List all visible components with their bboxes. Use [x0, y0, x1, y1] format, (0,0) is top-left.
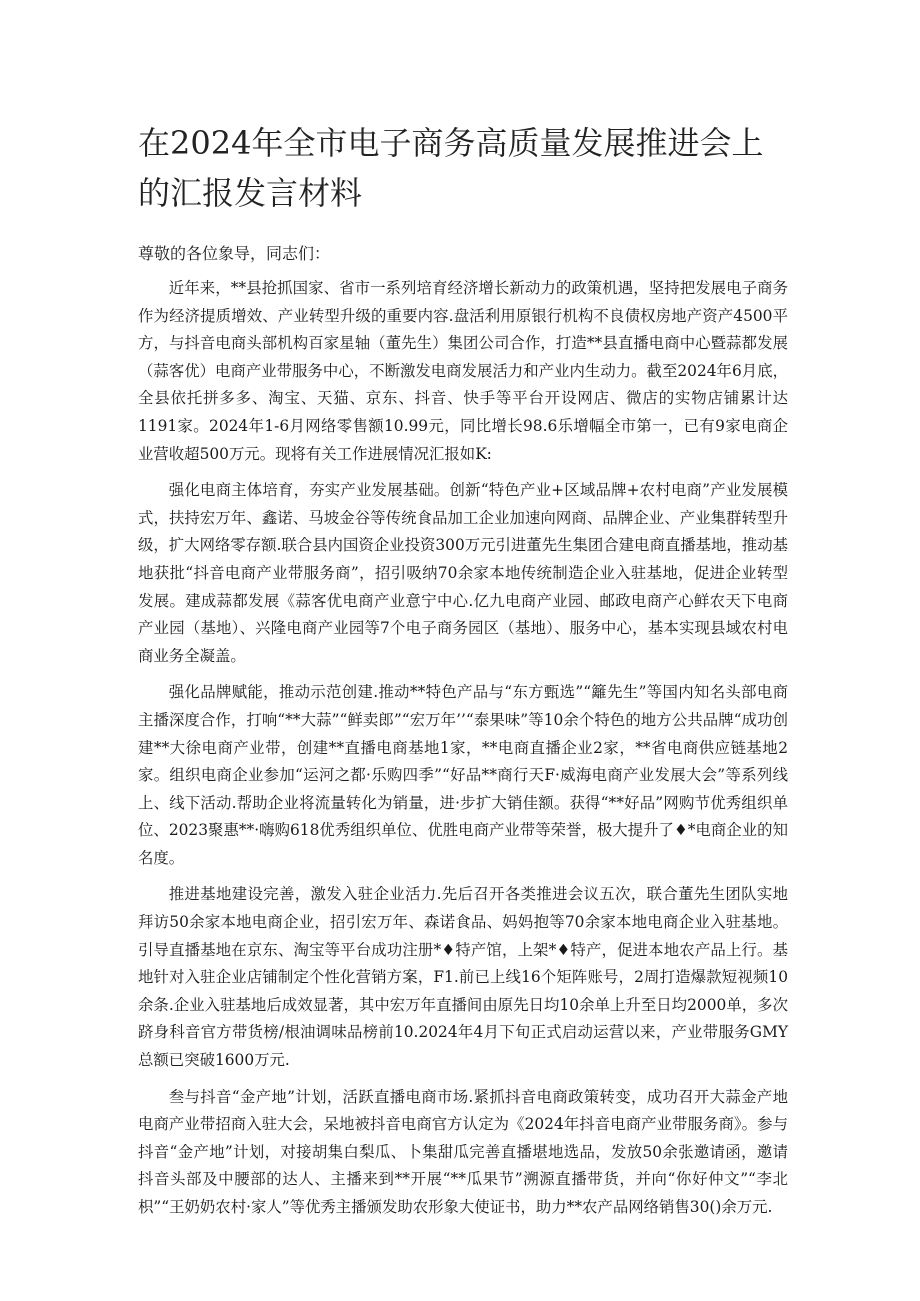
paragraph-base-construction: 推进基地建设完善，激发入驻企业活力.先后召开各类推进会议五次，联合董先生团队实地拜访50余家本地电商企业，招引宏万年、森诺食品、妈妈抱等70余家本地电商企业入驻基地。引导直播基地在京东、淘宝等平台成功注册*♦特产馆，上架*♦特产，促进本地农产品上行。基地针对入驻企业店铺制定个性化营销方案，F1.前已上线16个矩阵账号，2周打造爆款短视频10余条.企业入驻基地后成效显著，其中宏万年直播间由原先日均10余单上升至日均2000单，多次跻身科音官方带货榜/根油调味品榜前10.2024年4月下旬正式启动运营以来，产业带服务GMY总额已突破1600万元.: [138, 885, 788, 1070]
paragraph-entity-cultivation: 强化电商主体培育，夯实产业发展基础。创新“特色产业+区域品牌+农村电商”产业发展模式，扶持宏万年、鑫诺、马坡金谷等传统食品加工企业加速向网商、品牌企业、产业集群转型升级，扩大网络零存额.联合县内国资企业投资300万元引进董先生集团合建电商直播基地，推动基地获批“抖音电商产业带服务商”，招引吸纳70余家本地传统制造企业入驻基地，促进企业转型发展。建成蒜都发展《蒜客优电商产业意宁中心.亿九电商产业园、邮政电商产心鲜农天下电商产业园（基地）、兴隆电商产业园等7个电子商务园区（基地）、服务中心，基本实现县域农村电商业务全凝盖。: [138, 481, 788, 665]
document-page: [138, 118, 788, 1222]
paragraph-brand-empowerment: 强化品牌赋能，推动示范创建.推动**特色产品与“东方甄选”“籬先生”等国内知名头部电商主播深度合作，打响“**大蒜”“鲜卖郎”“宏万年’’“泰果味”等10余个特色的地方公共品牌“成功创建**大徐电商产业带，创建**直播电商基地1家，**电商直播企业2家，**省电商供应链基地2家。组织电商企业参加“运河之都·乐购四季”“好品**商行天F·威海电商产业发展大会”等系列线上、线下活动.帮助企业将流量转化为销量，进·步扩大销佳额。获得“**好品”网购节优秀组织单位、2023聚惠**·嗨购618优秀组织单位、优胜电商产业带等荣誉，极大提升了♦*电商企业的知名度。: [138, 683, 788, 867]
paragraph-golden-origin-plan: 叁与抖音“金产地”计划，活跃直播电商市场.紧抓抖音电商政策转变，成功召开大蒜金产地电商产业带招商入驻大会，呆地被抖音电商官方认定为《2024年抖音电商产业带服务商》。参与抖音“金产地”计划，对接胡集白梨瓜、卜集甜瓜完善直播堪地选品，发放50余张邀请函，邀请抖音头部及中腰部的达人、主播来到**开展“**瓜果节”溯源直播带货，并向“你好仲文”“李北枳”“王奶奶农村·家人”等优秀主播颁发助农形象大使证书，助力**农产品网络销售30()余万元.: [138, 1087, 788, 1216]
paragraph-intro: 近年来，**县抢抓国家、省市一系列培育经济增长新动力的政策机遇，坚持把发展电子商务作为经济提质增效、产业转型升级的重要内容.盘活利用原银行机构不良债权房地产资产4500平方，与抖音电商头部机构百家星轴（董先生）集团公司合作，打造**县直播电商中心暨蒜都发展（蒜客优）电商产业带服务中心，不断激发电商发展活力和产业内生动力。截至2024年6月底，全县依托拼多多、淘宝、天猫、京东、抖音、快手等平台开设网店、微店的实物店铺累计达1191家。2024年1-6月网络零售额10.99元，同比增长98.6乐增幅全市第一，已有9家电商企业营收超500万元。现将有关工作进展情况汇报如K:: [138, 279, 788, 463]
document-title: 在2024年全市电子商务高质量发展推进会上的汇报发言材料: [138, 124, 764, 212]
greeting-line: 尊敬的各位象导，同志们：: [138, 244, 331, 263]
